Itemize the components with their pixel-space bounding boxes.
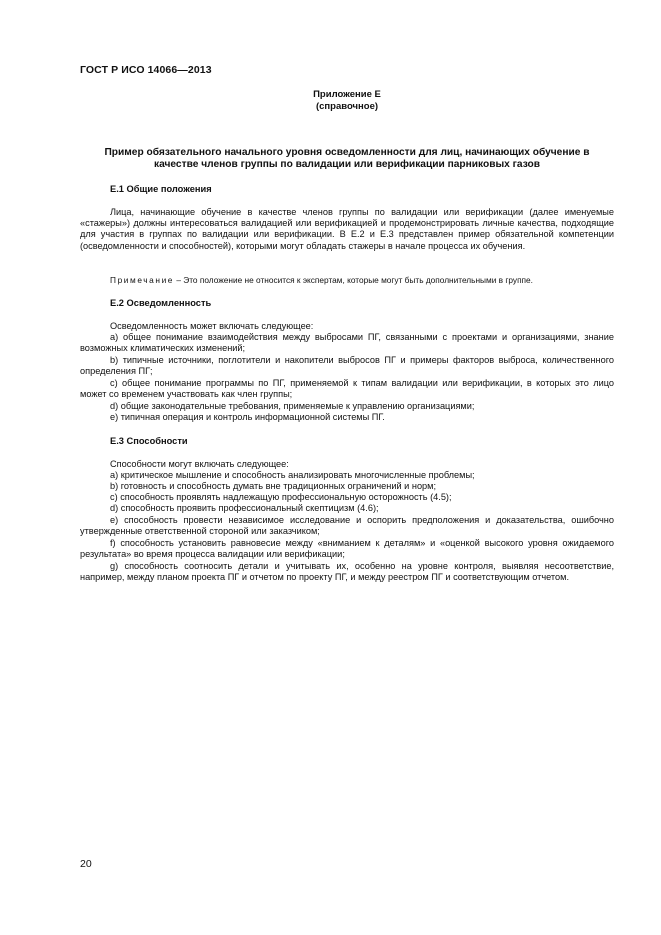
note-text: – Это положение не относится к экспертам, которые могут быть дополнительными в группе.: [174, 275, 533, 285]
document-page: [80, 0, 614, 935]
section-heading-e1: Е.1 Общие положения: [110, 184, 212, 194]
page-number: 20: [80, 858, 92, 870]
list-item: d) способность проявить профессиональный скептицизм (4.6);: [110, 503, 379, 513]
list-item: e) типичная операция и контроль информационной системы ПГ.: [110, 412, 385, 422]
section-heading-e2: Е.2 Осведомленность: [110, 298, 212, 308]
list-item: b) готовность и способность думать вне традиционных ограничений и норм;: [110, 481, 437, 491]
note-label: Примечание: [110, 275, 175, 285]
list-item: e) способность провести независимое исследование и оспорить предположения и доказательства, ошибочно утвержденные ответственной стороной или заказчиком;: [80, 515, 614, 537]
section-heading-e3: Е.3 Способности: [110, 436, 188, 446]
annex-title-line-2: качестве членов группы по валидации или верификации парниковых газов: [153, 159, 541, 170]
section-e3-intro: Способности могут включать следующее:: [110, 459, 289, 469]
list-item: f) способность установить равновесие между «вниманием к деталям» и «оценкой высокого уровня ожидаемого результата» во время процесса валидации или верификации;: [80, 538, 614, 560]
section-e1-paragraph: Лица, начинающие обучение в качестве членов группы по валидации или верификации (далее именуемые «стажеры») должны интересоваться валидацией или верификацией и продемонстрировать личные качества, подходящие для участия в группах по валидации или верификации. В Е.2 и Е.3 представлен пример обязательной компетенции (осведомленности и способностей), которыми могут обладать стажеры в начале процесса их обучения.: [80, 207, 614, 251]
list-item: b) типичные источники, поглотители и накопители выбросов ПГ и примеры факторов выброса, количественного определения ПГ;: [80, 355, 614, 377]
list-item: g) способность соотносить детали и учитывать их, особенно на уровне контроля, выявляя несоответствие, например, между планом проекта ПГ и отчетом по проекту ПГ, и между реестром ПГ и соответствующим отчетом.: [80, 561, 614, 583]
list-item: c) общее понимание программы по ПГ, применяемой к типам валидации или верификации, в которых это лицо может со временем участвовать как член группы;: [80, 378, 614, 400]
annex-title-line-1: Пример обязательного начального уровня осведомленности для лиц, начинающих обучение в: [104, 147, 590, 158]
annex-title: [80, 147, 614, 171]
document-code: ГОСТ Р ИСО 14066—2013: [80, 64, 212, 76]
list-item: a) критическое мышление и способность анализировать многочисленные проблемы;: [110, 470, 475, 480]
list-item: d) общие законодательные требования, применяемые к управлению организациями;: [110, 401, 475, 411]
section-e2-intro: Осведомленность может включать следующее:: [110, 321, 314, 331]
annex-label-block: [80, 89, 614, 113]
list-item: a) общее понимание взаимодействия между выбросами ПГ, связанными с проектами и организациями, знание возможных климатических изменений;: [80, 332, 614, 354]
annex-label: Приложение Е: [313, 89, 381, 100]
list-item: c) способность проявлять надлежащую профессиональную осторожность (4.5);: [110, 492, 452, 502]
annex-kind: (справочное): [315, 101, 379, 112]
note: [110, 275, 614, 286]
